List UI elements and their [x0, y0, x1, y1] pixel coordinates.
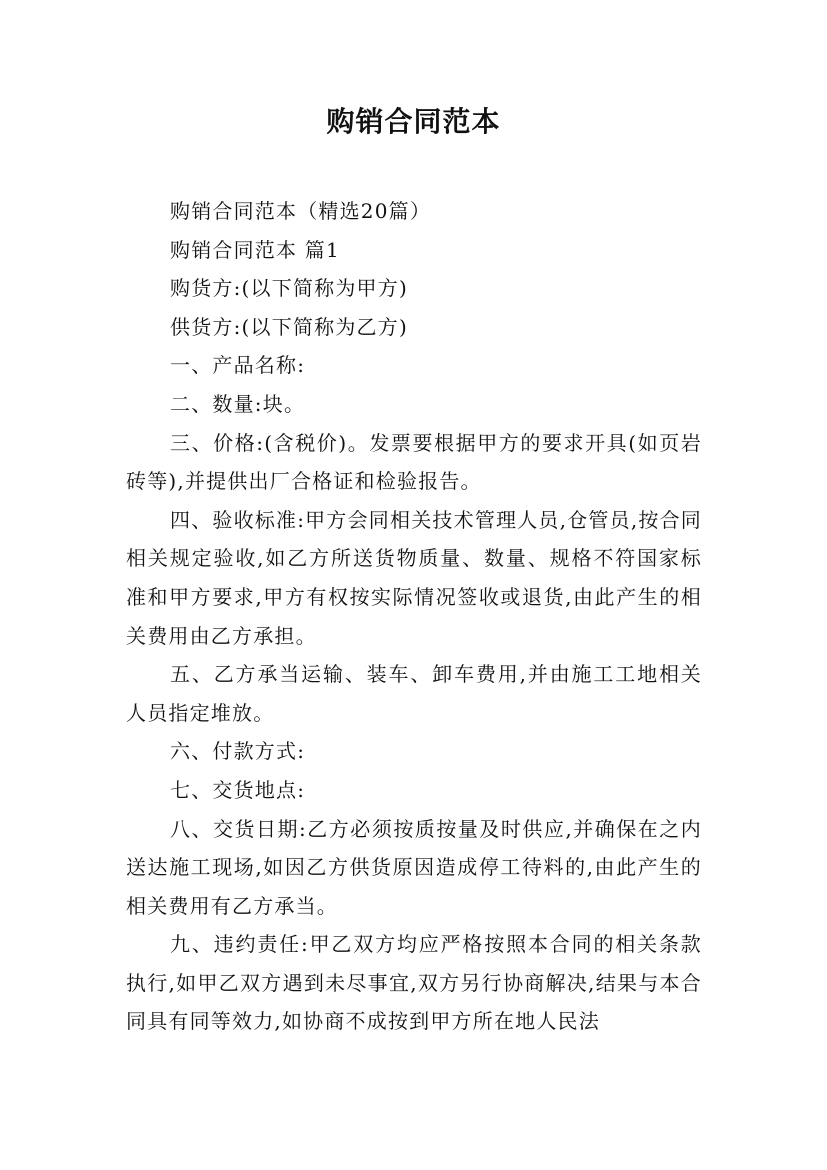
clause-delivery-date: 八、交货日期:乙方必须按质按量及时供应,并确保在之内送达施工现场,如因乙方供货原因造成停工待料的,由此产生的相关费用有乙方承当。 [126, 816, 702, 918]
document-title: 购销合同范本 [326, 105, 501, 138]
clause-payment: 六、付款方式: [170, 739, 306, 764]
paragraph-buyer: 购货方:(以下简称为甲方) [170, 276, 408, 301]
clause-quantity: 二、数量:块。 [170, 391, 306, 416]
clause-acceptance: 四、验收标准:甲方会同相关技术管理人员,仓管员,按合同相关规定验收,如乙方所送货物质量、数量、规格不符国家标准和甲方要求,甲方有权按实际情况签收或退货,由此产生的相关费用由乙方承担。 [126, 507, 702, 648]
clause-transport: 五、乙方承当运输、装车、卸车费用,并由施工工地相关人员指定堆放。 [126, 662, 702, 725]
paragraph-section-label: 购销合同范本 篇1 [170, 237, 340, 262]
paragraph-supplier: 供货方:(以下简称为乙方) [170, 314, 408, 339]
clause-price: 三、价格:(含税价)。发票要根据甲方的要求开具(如页岩砖等),并提供出厂合格证和检验报告。 [126, 430, 702, 494]
clause-liability: 九、违约责任:甲乙双方均应严格按照本合同的相关条款执行,如甲乙双方遇到未尽事宜,双方另行协商解决,结果与本合同具有同等效力,如协商不成按到甲方所在地人民法 [126, 932, 702, 1034]
document-body [126, 192, 702, 1041]
clause-product-name: 一、产品名称: [170, 353, 306, 378]
paragraph-heading: 购销合同范本（精选20篇） [170, 199, 432, 223]
clause-delivery-location: 七、交货地点: [170, 777, 306, 802]
